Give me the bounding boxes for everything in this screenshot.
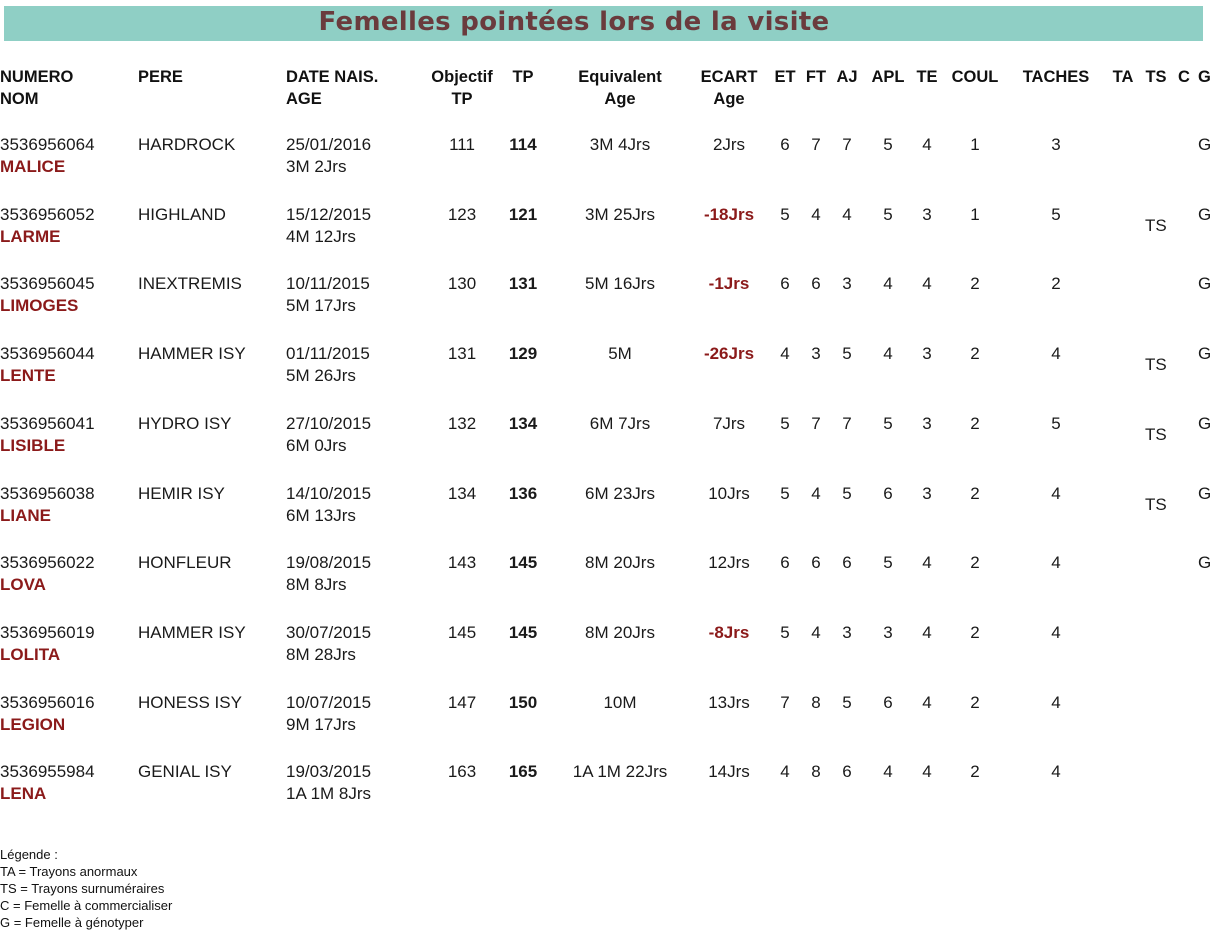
cell-nom: LARME [0, 226, 61, 246]
cell-coul: 1 [970, 204, 980, 224]
table-row [0, 483, 1211, 533]
cell-nom: LISIBLE [0, 435, 66, 455]
header-g: G [1198, 68, 1211, 86]
cell-g: G [1198, 274, 1211, 294]
cell-taches: 4 [1051, 692, 1061, 712]
cell-et: 6 [780, 553, 790, 573]
cell-g: G [1198, 135, 1211, 154]
cell-te: 3 [922, 344, 932, 364]
legend-ta: TA = Trayons anormaux [0, 864, 138, 879]
header-age: AGE [286, 90, 322, 108]
table-row [0, 692, 1203, 742]
cell-pere: HAMMER ISY [138, 344, 246, 364]
cell-pere: HIGHLAND [138, 204, 226, 224]
legend-c: C = Femelle à commercialiser [0, 898, 173, 913]
header-taches: TACHES [1022, 68, 1090, 86]
cell-tp: 145 [508, 622, 538, 642]
cell-taches: 5 [1051, 413, 1061, 433]
cell-numero: 3536956019 [0, 622, 95, 642]
page-title: Femelles pointées lors de la visite [318, 7, 830, 37]
cell-objectif: 147 [447, 692, 477, 712]
cell-nom: LEGION [0, 714, 66, 734]
header-objectif-tp [424, 66, 500, 110]
cell-ft: 4 [811, 483, 821, 503]
cell-aj: 6 [842, 762, 852, 782]
cell-aj: 5 [842, 692, 852, 712]
cell-ft: 8 [811, 692, 821, 712]
cell-pere: HYDRO ISY [138, 413, 232, 433]
cell-nom: LENTE [0, 366, 56, 386]
cell-apl: 6 [883, 483, 893, 503]
header-apl: APL [871, 68, 905, 86]
cell-equivalent: 5M [608, 344, 632, 364]
cell-objectif: 134 [447, 483, 477, 503]
cell-ts: TS [1145, 215, 1167, 235]
cell-objectif: 131 [447, 344, 477, 364]
header-te: TE [916, 68, 938, 86]
cell-ft: 7 [811, 413, 821, 433]
cell-nom: LIMOGES [0, 296, 79, 316]
cell-equivalent: 6M 7Jrs [589, 413, 651, 433]
cell-te: 4 [922, 274, 932, 294]
cell-tp: 134 [508, 413, 538, 433]
cell-numero: 3536956052 [0, 204, 95, 224]
cell-ts: TS [1145, 424, 1167, 444]
cell-numero: 3536955984 [0, 762, 95, 782]
cell-apl: 5 [883, 204, 893, 224]
cell-et: 4 [780, 344, 790, 364]
cell-et: 7 [780, 692, 790, 712]
header-numero-nom [0, 66, 73, 110]
cell-aj: 3 [842, 622, 852, 642]
cell-taches: 3 [1051, 135, 1061, 154]
cell-date: 14/10/2015 [286, 483, 372, 503]
cell-date: 15/12/2015 [286, 204, 372, 224]
cell-age: 5M 17Jrs [286, 296, 356, 316]
cell-tp: 165 [508, 762, 538, 782]
cell-ecart: -8Jrs [708, 622, 750, 642]
header-objectif: Objectif [431, 68, 493, 86]
cell-tp: 129 [508, 344, 538, 364]
cell-taches: 5 [1051, 204, 1061, 224]
cell-pere: HONESS ISY [138, 692, 242, 712]
cell-g: G [1198, 553, 1211, 573]
cell-ecart: 13Jrs [708, 692, 750, 712]
cell-numero: 3536956038 [0, 483, 95, 503]
cell-taches: 4 [1051, 622, 1061, 642]
cell-objectif: 145 [447, 622, 477, 642]
legend-g: G = Femelle à génotyper [0, 915, 144, 930]
header-ta: TA [1112, 68, 1134, 86]
cell-equivalent: 1A 1M 22Jrs [572, 762, 668, 782]
cell-te: 4 [922, 622, 932, 642]
cell-numero: 3536956016 [0, 692, 95, 712]
header-ts: TS [1145, 68, 1167, 86]
table-row [0, 622, 1203, 672]
table-row [0, 204, 1211, 254]
cell-te: 4 [922, 553, 932, 573]
cell-objectif: 163 [447, 762, 477, 782]
cell-pere: HARDROCK [138, 135, 236, 154]
cell-et: 6 [780, 135, 790, 154]
title-bar [4, 6, 1203, 41]
cell-date: 19/08/2015 [286, 553, 372, 573]
header-equivalent-age [560, 66, 680, 110]
cell-equivalent: 3M 25Jrs [585, 204, 655, 224]
cell-g: G [1198, 204, 1211, 224]
cell-g: G [1198, 344, 1211, 364]
cell-age: 3M 2Jrs [286, 157, 347, 176]
cell-tp: 121 [508, 204, 538, 224]
cell-pere: HEMIR ISY [138, 483, 225, 503]
cell-coul: 2 [970, 692, 980, 712]
cell-numero: 3536956022 [0, 553, 95, 573]
cell-ecart: -18Jrs [703, 204, 755, 224]
cell-objectif: 123 [447, 204, 477, 224]
cell-taches: 4 [1051, 483, 1061, 503]
cell-ft: 6 [811, 274, 821, 294]
header-pere: PERE [138, 68, 183, 86]
header-ft: FT [805, 68, 827, 86]
cell-et: 5 [780, 483, 790, 503]
cell-ecart: 12Jrs [708, 553, 750, 573]
cell-date: 10/07/2015 [286, 692, 372, 712]
cell-et: 5 [780, 413, 790, 433]
cell-age: 9M 17Jrs [286, 714, 356, 734]
cell-et: 5 [780, 204, 790, 224]
cell-coul: 2 [970, 344, 980, 364]
cell-apl: 6 [883, 692, 893, 712]
table-row [0, 552, 1211, 602]
cell-aj: 5 [842, 344, 852, 364]
cell-te: 4 [922, 692, 932, 712]
cell-ft: 7 [811, 135, 821, 154]
cell-ecart: -26Jrs [703, 344, 755, 364]
cell-ecart: 14Jrs [708, 762, 750, 782]
cell-equivalent: 5M 16Jrs [585, 274, 655, 294]
cell-pere: HONFLEUR [138, 553, 232, 573]
cell-apl: 5 [883, 135, 893, 154]
cell-tp: 150 [508, 692, 538, 712]
cell-equivalent: 8M 20Jrs [585, 553, 655, 573]
cell-aj: 4 [842, 204, 852, 224]
cell-taches: 4 [1051, 553, 1061, 573]
cell-numero: 3536956041 [0, 413, 95, 433]
cell-pere: INEXTREMIS [138, 274, 242, 294]
cell-date: 10/11/2015 [286, 274, 370, 294]
cell-numero: 3536956064 [0, 135, 95, 154]
cell-aj: 7 [842, 135, 852, 154]
cell-pere: GENIAL ISY [138, 762, 232, 782]
cell-numero: 3536956044 [0, 344, 95, 364]
cell-g: G [1198, 413, 1211, 433]
cell-taches: 4 [1051, 344, 1061, 364]
cell-apl: 4 [883, 274, 893, 294]
cell-apl: 3 [883, 622, 893, 642]
cell-age: 6M 0Jrs [286, 435, 347, 455]
cell-apl: 5 [883, 413, 893, 433]
header-date-nais: DATE NAIS. [286, 68, 379, 86]
header-ecart-age [694, 66, 764, 110]
cell-te: 3 [922, 413, 932, 433]
legend [0, 846, 172, 931]
cell-tp: 114 [509, 135, 537, 154]
table-row [0, 273, 1211, 323]
cell-g: G [1198, 483, 1211, 503]
cell-age: 8M 8Jrs [286, 575, 347, 595]
header-tp: TP [512, 68, 534, 86]
cell-ecart: -1Jrs [708, 274, 750, 294]
cell-objectif: 111 [449, 135, 475, 154]
cell-ecart: 2Jrs [712, 135, 746, 154]
cell-et: 5 [780, 622, 790, 642]
cell-ecart: 10Jrs [708, 483, 750, 503]
cell-apl: 4 [883, 344, 893, 364]
cell-objectif: 143 [447, 553, 477, 573]
cell-taches: 2 [1051, 274, 1061, 294]
cell-ft: 6 [811, 553, 821, 573]
header-nom: NOM [0, 90, 39, 108]
cell-ft: 8 [811, 762, 821, 782]
header-equivalent-age-label: Age [604, 90, 636, 108]
table-row [0, 761, 1203, 811]
cell-objectif: 132 [447, 413, 477, 433]
cell-tp: 145 [508, 553, 538, 573]
cell-apl: 4 [883, 762, 893, 782]
cell-ecart: 7Jrs [712, 413, 746, 433]
cell-aj: 5 [842, 483, 852, 503]
cell-nom: LOLITA [0, 644, 61, 664]
cell-tp: 131 [508, 274, 538, 294]
cell-nom: MALICE [0, 157, 66, 176]
cell-equivalent: 8M 20Jrs [585, 622, 655, 642]
header-coul: COUL [951, 68, 999, 86]
cell-date: 19/03/2015 [286, 762, 372, 782]
cell-coul: 2 [970, 413, 980, 433]
table-row [0, 343, 1211, 393]
header-numero: NUMERO [0, 68, 74, 86]
cell-aj: 3 [842, 274, 852, 294]
cell-coul: 2 [970, 274, 980, 294]
header-objectif-tp-label: TP [451, 90, 473, 108]
cell-date: 25/01/2016 [286, 135, 372, 154]
cell-equivalent: 3M 4Jrs [589, 135, 651, 154]
cell-aj: 6 [842, 553, 852, 573]
cell-et: 6 [780, 274, 790, 294]
cell-te: 4 [922, 135, 932, 154]
legend-ts: TS = Trayons surnuméraires [0, 881, 165, 896]
cell-pere: HAMMER ISY [138, 622, 246, 642]
cell-age: 6M 13Jrs [286, 505, 356, 525]
header-ecart-age-label: Age [713, 90, 745, 108]
cell-date: 27/10/2015 [286, 413, 372, 433]
cell-age: 1A 1M 8Jrs [286, 784, 372, 804]
cell-nom: LIANE [0, 505, 51, 525]
cell-ft: 4 [811, 204, 821, 224]
table-row [0, 413, 1211, 463]
header-date-age [286, 66, 378, 110]
cell-equivalent: 10M [603, 692, 637, 712]
cell-coul: 2 [970, 553, 980, 573]
cell-aj: 7 [842, 413, 852, 433]
cell-date: 01/11/2015 [286, 344, 370, 364]
cell-apl: 5 [883, 553, 893, 573]
header-c: C [1178, 68, 1190, 86]
cell-nom: LOVA [0, 575, 46, 595]
cell-numero: 3536956045 [0, 274, 95, 294]
cell-age: 8M 28Jrs [286, 644, 356, 664]
header-et: ET [774, 68, 796, 86]
cell-ts: TS [1145, 355, 1167, 375]
cell-objectif: 130 [447, 274, 477, 294]
cell-ft: 3 [811, 344, 821, 364]
header-aj: AJ [836, 68, 858, 86]
header-ecart: ECART [700, 68, 758, 86]
cell-equivalent: 6M 23Jrs [585, 483, 655, 503]
table-row [0, 134, 1211, 184]
cell-et: 4 [780, 762, 790, 782]
cell-te: 4 [922, 762, 932, 782]
cell-coul: 2 [970, 483, 980, 503]
cell-ft: 4 [811, 622, 821, 642]
cell-taches: 4 [1051, 762, 1061, 782]
cell-tp: 136 [508, 483, 538, 503]
cell-te: 3 [922, 483, 932, 503]
cell-nom: LENA [0, 784, 47, 804]
cell-coul: 1 [970, 135, 980, 154]
legend-title: Légende : [0, 847, 58, 862]
cell-te: 3 [922, 204, 932, 224]
cell-coul: 2 [970, 762, 980, 782]
cell-age: 4M 12Jrs [286, 226, 356, 246]
cell-ts: TS [1145, 494, 1167, 514]
cell-date: 30/07/2015 [286, 622, 372, 642]
cell-coul: 2 [970, 622, 980, 642]
header-equivalent: Equivalent [578, 68, 662, 86]
cell-age: 5M 26Jrs [286, 366, 356, 386]
